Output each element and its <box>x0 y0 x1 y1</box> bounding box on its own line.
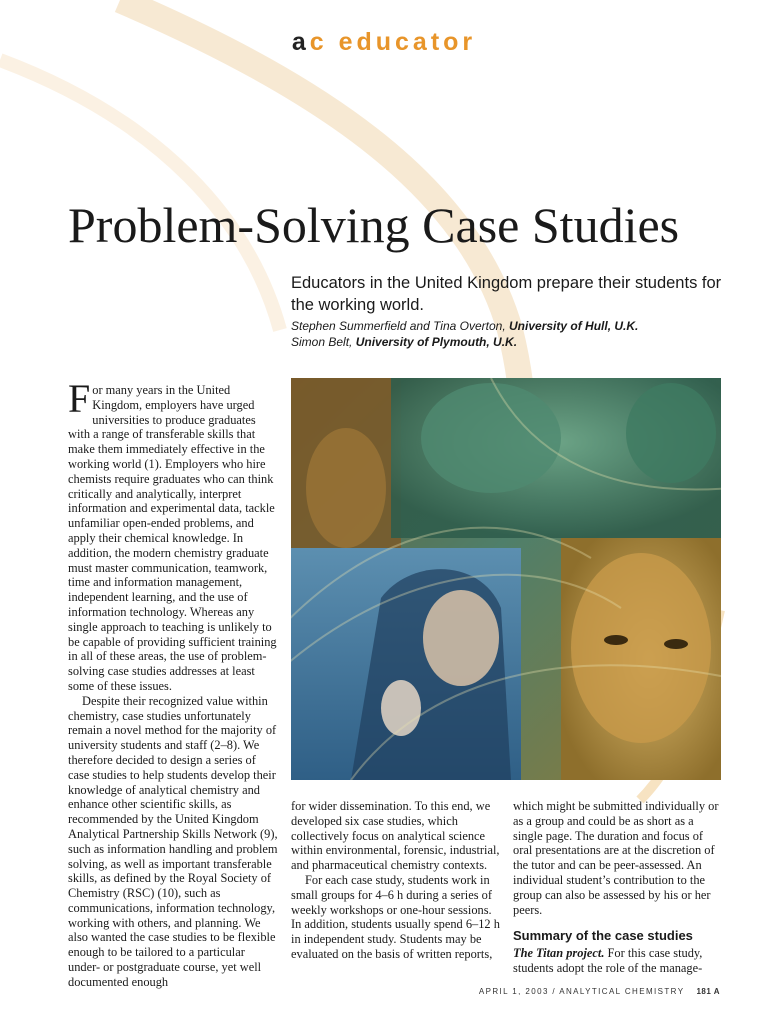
masthead-logo-a: a <box>291 28 310 56</box>
author-affiliation-1: University of Hull, U.K. <box>509 319 639 333</box>
body-paragraph <box>68 376 278 694</box>
body-paragraph <box>513 946 725 976</box>
byline-line-2 <box>291 334 751 350</box>
body-paragraph: For each case study, students work in small groups for 4–6 h during a series of weekly workshops or one-hour sessions. In addition, students usually spend 6–12 h in independent study. Students may be evaluated on the basis of written reports, <box>291 872 500 961</box>
run-in-head: The Titan project. <box>513 946 605 961</box>
footer-journal: APRIL 1, 2003 / ANALYTICAL CHEMISTRY <box>478 987 685 996</box>
page-footer <box>380 987 720 996</box>
body-column-3 <box>513 799 725 976</box>
body-paragraph: for wider dissemination. To this end, we developed six case studies, which collectively focus on analytical science within environmental, forensic, industrial, and pharmaceutical chemistry contexts. <box>291 799 500 873</box>
section-subhead: Summary of the case studies <box>513 928 693 944</box>
body-paragraph: which might be submitted individually or as a group and could be as short as a single page. The duration and focus of oral presentations are at the discretion of the tutor and can be peer-assessed. An individual student’s contribution to the group can also be assessed by his or her peers. <box>513 799 719 917</box>
masthead <box>0 28 768 57</box>
article-title: Problem-Solving Case Studies <box>68 197 680 253</box>
paragraph-text: or many years in the United Kingdom, employers have urged universities to produce graduates with a range of transferable skills that make them immediately effective in the working world (1). Employers who hire chemists require graduates who can think critically and analytically, interpret information and experimental data, tackle unfamiliar open-ended problems, and apply their chemical knowledge. In addition, the modern chemistry graduate must master communication, teamwork, time and information management, independent learning, and the use of information technology. Whereas any single approach to teaching is unlikely to be capable of providing sufficient training in all of these areas, the use of problem-solving case studies addresses at least some of these issues. <box>68 383 277 693</box>
drop-cap: F <box>68 376 91 421</box>
body-column-1 <box>68 376 278 990</box>
author-names-1: Stephen Summerfield and Tina Overton, <box>291 319 510 333</box>
author-affiliation-2: University of Plymouth, U.K. <box>355 335 518 349</box>
author-names-2: Simon Belt, <box>291 335 356 349</box>
body-paragraph: Despite their recognized value within chemistry, case studies unfortunately remain a novel method for the majority of university students and staff (2–8). We therefore decided to design a series of case studies to help students develop their knowledge of analytical chemistry and enhance other scientific skills, as recommended by the United Kingdom Analytical Partnership Skills Network (9), such as information handling and problem solving, as well as important transferable skills, as defined by the Royal Society of Chemistry (RSC) (10), such as communications, information technology, working with others, and planning. We also wanted the case studies to be flexible enough to be tailored to a particular under- or postgraduate course, yet well documented enough <box>68 693 278 989</box>
body-column-2 <box>291 799 501 962</box>
masthead-logo-c: c <box>309 28 328 56</box>
students-lab-collage-image <box>291 378 721 780</box>
byline-line-1 <box>291 318 751 334</box>
article-deck: Educators in the United Kingdom prepare their students for the working world. <box>291 274 722 314</box>
masthead-section: educator <box>338 28 477 56</box>
page-number: 181 A <box>696 987 720 996</box>
paragraph-text: For this case study, students adopt the role of the manage- <box>513 946 703 975</box>
